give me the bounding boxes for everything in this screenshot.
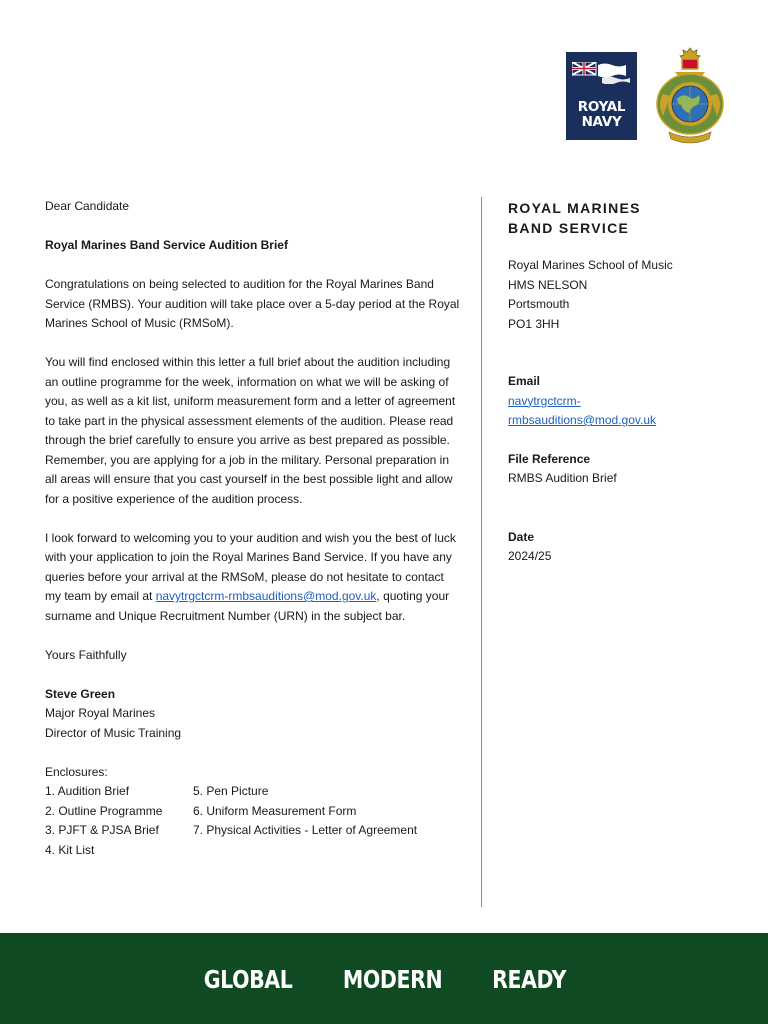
paragraph-intro: Congratulations on being selected to audition for the Royal Marines Band Service (RMBS). Your audition will take place over a 5-day period at the Royal Marines School of Music (RMSoM).: [45, 277, 460, 330]
address-line: PO1 3HH: [508, 316, 560, 331]
royal-marines-crest-icon: [655, 44, 725, 148]
enclosure-item: 3. PJFT & PJSA Brief: [45, 823, 159, 837]
sender-sidebar: [508, 198, 748, 567]
email-label: Email: [508, 374, 541, 388]
enclosures-label: Enclosures:: [45, 764, 108, 779]
enclosures-column-2: [193, 782, 453, 860]
organisation-name-line1: ROYAL MARINES: [508, 200, 641, 216]
enclosure-item: 4. Kit List: [45, 842, 95, 857]
contact-email-link[interactable]: navytrgctcrm-rmbsauditions@mod.gov.uk: [155, 589, 377, 603]
column-divider: [481, 197, 482, 907]
enclosures: [45, 763, 460, 861]
enclosure-item: 6. Uniform Measurement Form: [193, 803, 357, 818]
enclosures-column-1: [45, 782, 193, 860]
footer-word-modern: MODERN: [343, 964, 443, 994]
signature-block: [45, 685, 460, 744]
email-link-line2[interactable]: rmbsauditions@mod.gov.uk: [508, 413, 657, 427]
signatory-name: Steve Green: [45, 686, 116, 701]
date-label: Date: [508, 529, 535, 544]
file-reference-label: File Reference: [508, 451, 591, 466]
signatory-role: Director of Music Training: [45, 725, 182, 740]
date-value: 2024/25: [508, 549, 552, 563]
file-reference-value: RMBS Audition Brief: [508, 471, 617, 485]
address: [508, 256, 748, 334]
contact-text-after: , quoting your surname and Unique Recruitment Number (URN) in the subject bar.: [45, 589, 450, 623]
logo-area: [566, 44, 726, 148]
email-link[interactable]: [508, 392, 748, 431]
ensign-flag-icon: [572, 62, 631, 84]
letter-subject: Royal Marines Band Service Audition Brief: [45, 238, 288, 252]
royal-navy-line1: ROYAL: [577, 99, 626, 115]
paragraph-contact: [45, 529, 460, 627]
enclosure-item: 2. Outline Programme: [45, 803, 163, 818]
address-line: Portsmouth: [508, 297, 570, 311]
organisation-name: [508, 198, 748, 238]
royal-navy-line2: NAVY: [581, 114, 622, 130]
closing: Yours Faithfully: [45, 647, 127, 662]
letter-body: [45, 197, 460, 860]
royal-navy-logo: [566, 52, 637, 140]
contact-text-before: I look forward to welcoming you to your audition and wish you the best of luck with your application to join the Royal Marines Band Service. If you have any queries before your arrival at the RMSoM, please do not hesitate to contact my team by email at: [45, 530, 456, 603]
address-line: HMS NELSON: [508, 277, 588, 292]
footer-word-global: GLOBAL: [203, 964, 293, 994]
paragraph-brief: You will find enclosed within this letter a full brief about the audition including an outline programme for the week, information on what we will be asking of you, as well as a kit list, uniform measurement form and a letter of agreement to take part in the physical assessment elements of the audition. Please read through the brief carefully to ensure you arrive as best prepared as possible. Remember, you are applying for a job in the military. Personal preparation in all areas will ensure that you cast yourself in the best possible light and allow for a positive experience of the audition process.: [45, 355, 456, 506]
email-link-line1[interactable]: navytrgctcrm-: [508, 393, 581, 408]
salutation: Dear Candidate: [45, 199, 130, 213]
signatory-rank: Major Royal Marines: [45, 706, 156, 720]
enclosure-item: 7. Physical Activities - Letter of Agreement: [193, 823, 418, 837]
enclosure-item: 5. Pen Picture: [193, 784, 269, 798]
footer-banner: [0, 933, 768, 1024]
address-line: Royal Marines School of Music: [508, 258, 673, 272]
footer-word-ready: READY: [491, 964, 566, 994]
enclosure-item: 1. Audition Brief: [45, 784, 130, 798]
organisation-name-line2: BAND SERVICE: [508, 220, 630, 236]
